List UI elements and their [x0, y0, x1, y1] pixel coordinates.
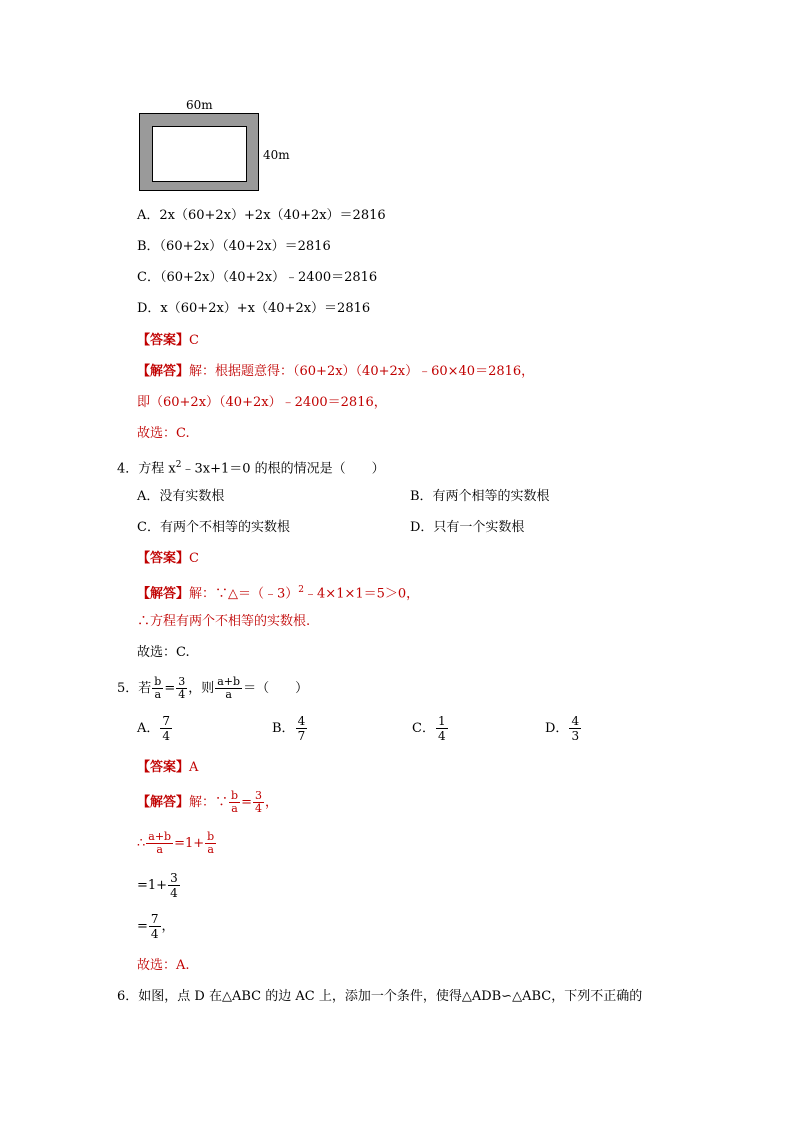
denominator: a [231, 802, 238, 815]
numerator: b [207, 830, 215, 843]
q3-option-c: C．（60+2x）（40+2x）﹣2400＝2816 [137, 270, 378, 285]
fraction-3-over-4 [176, 676, 187, 701]
rectangle-figure [136, 98, 296, 198]
analysis-pre: 解：∵ [189, 795, 229, 810]
option-fraction [160, 714, 172, 743]
fraction-7-over-4 [149, 912, 161, 941]
q3-answer [137, 333, 199, 349]
q6-stem: 6．如图，点 D 在△ABC 的边 AC 上，添加一个条件，使得△ADB∽△ABC，下列不正确的 [117, 989, 643, 1004]
fraction-apb-over-a [215, 676, 242, 701]
numerator: 3 [254, 789, 262, 802]
equals-one-plus: =1+ [174, 836, 205, 851]
denominator: a [225, 688, 232, 701]
q5-option-d [545, 714, 582, 744]
analysis-tag: 【解答】 [137, 586, 190, 602]
equals: = [241, 795, 252, 810]
q4-choose: 故选：C. [137, 645, 190, 660]
analysis-tag: 【解答】 [137, 364, 190, 379]
answer-tag: 【答案】 [137, 760, 190, 775]
q5-stem [117, 674, 308, 704]
q5-choose: 故选：A. [137, 958, 190, 973]
denominator: 4 [170, 886, 178, 900]
q5-analysis-line3 [137, 871, 181, 901]
numerator: a+b [148, 830, 172, 843]
q5-stem-num: 5．若 [117, 681, 152, 696]
q4-stem-pre: 4．方程 x [117, 461, 176, 477]
q4-answer [137, 551, 199, 567]
denominator: 4 [150, 927, 159, 941]
q3-option-b: B．（60+2x）（40+2x）＝2816 [137, 239, 331, 254]
option-label: C． [412, 721, 435, 736]
numerator: 4 [297, 714, 306, 728]
q3-analysis-line1 [137, 364, 534, 380]
answer-value: C [189, 551, 199, 566]
denominator: 3 [571, 729, 580, 743]
numerator: b [231, 789, 239, 802]
analysis-post: ﹣4×1×1＝5＞0， [304, 586, 420, 602]
option-label: D． [545, 721, 569, 736]
numerator: 1 [437, 714, 446, 728]
figure-right-label: 40m [263, 148, 290, 162]
q4-stem-post: ﹣3x+1＝0 的根的情况是（ ） [181, 461, 385, 477]
q5-analysis-line4 [137, 912, 175, 942]
option-label: B． [272, 721, 295, 736]
q5-analysis-line2 [137, 829, 217, 859]
numerator: b [154, 675, 162, 688]
numerator: 4 [571, 714, 580, 728]
fraction-b-over-a [152, 676, 163, 701]
q5-answer [137, 760, 198, 776]
denominator: 4 [162, 729, 171, 743]
q3-option-d: D．x（60+2x）+x（40+2x）＝2816 [137, 301, 371, 316]
answer-value: C [189, 333, 199, 348]
fraction-apb-over-a [146, 831, 173, 856]
numerator: 7 [150, 912, 159, 926]
q5-stem-end: ＝（ ） [243, 681, 309, 696]
analysis-tag: 【解答】 [137, 795, 190, 810]
q5-option-a [137, 714, 173, 744]
option-fraction [436, 714, 448, 743]
numerator: 3 [170, 871, 178, 885]
therefore-symbol: ∴ [137, 836, 146, 851]
equals: = [137, 919, 148, 934]
analysis-text: 解：根据题意得：（60+2x）（40+2x）﹣60×40＝2816， [189, 364, 535, 379]
numerator: 3 [178, 675, 186, 688]
q5-stem-mid: ，则 [188, 681, 215, 696]
fraction-b-over-a [229, 790, 240, 815]
comma: ， [161, 919, 175, 934]
q4-analysis-line1 [137, 582, 419, 602]
denominator: a [156, 843, 163, 856]
comma: ， [264, 795, 278, 810]
q5-analysis-line1 [137, 788, 278, 818]
q4-option-c: C．有两个不相等的实数根 [137, 520, 290, 535]
q3-choose: 故选：C. [137, 426, 190, 441]
q4-analysis-line2: ∴方程有两个不相等的实数根. [137, 614, 311, 629]
denominator: 4 [178, 688, 186, 701]
answer-tag: 【答案】 [137, 551, 190, 566]
equals: = [164, 681, 176, 696]
figure-top-label: 60m [186, 98, 213, 112]
denominator: 4 [254, 802, 262, 815]
denominator: a [154, 688, 162, 701]
analysis-sup: 2 [298, 585, 305, 595]
equals-one-plus: =1+ [137, 878, 168, 893]
option-label: A． [137, 721, 160, 736]
numerator: a+b [217, 675, 241, 688]
numerator: 7 [162, 714, 171, 728]
analysis-pre: 解：∵△＝（﹣3） [189, 586, 299, 602]
q4-option-d: D．只有一个实数根 [410, 520, 525, 535]
denominator: a [207, 843, 214, 856]
q3-analysis-line2: 即（60+2x）（40+2x）﹣2400＝2816， [137, 395, 387, 410]
fraction-3-over-4 [253, 790, 264, 815]
q5-option-b [272, 714, 308, 744]
q4-option-b: B．有两个相等的实数根 [410, 489, 550, 504]
fraction-3-over-4 [168, 871, 180, 900]
option-fraction [296, 714, 308, 743]
inner-rectangle [152, 126, 247, 182]
answer-tag: 【答案】 [137, 333, 190, 348]
answer-value: A [189, 760, 199, 775]
q4-stem-sup: 2 [175, 460, 182, 470]
option-fraction [569, 714, 581, 743]
fraction-b-over-a [205, 831, 216, 856]
denominator: 7 [297, 729, 306, 743]
q5-option-c [412, 714, 449, 744]
q4-option-a: A．没有实数根 [137, 489, 225, 504]
q4-stem [117, 457, 385, 477]
denominator: 4 [437, 729, 446, 743]
q3-option-a: A．2x（60+2x）+2x（40+2x）＝2816 [137, 208, 386, 223]
